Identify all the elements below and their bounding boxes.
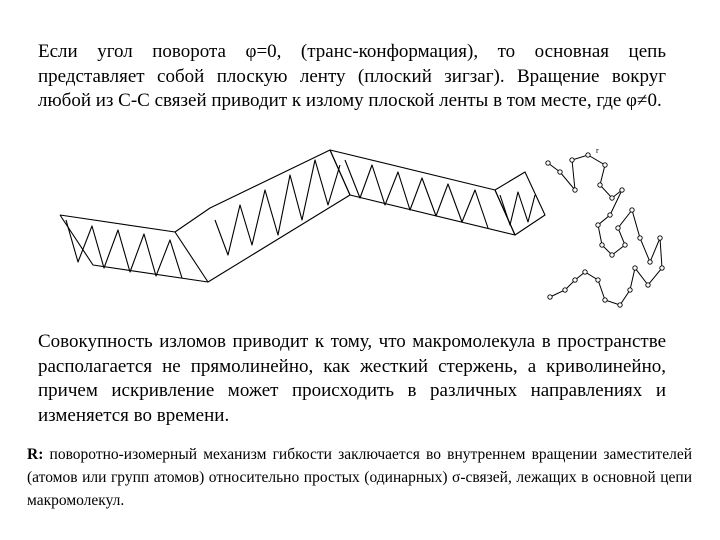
summary-body: поворотно-изомерный механизм гибкости заключается во внутреннем вращении заместителей (атомов или групп атомов) относительно простых (одинарных) σ-связей, лежащих в основной цепи макромолекул. [27,446,692,509]
paragraph-summary [27,443,692,512]
paragraph-intro: Если угол поворота φ=0, (транс-конформация), то основная цепь представляет собой плоскую ленту (плоский зигзаг). Вращение вокруг любой из С-С связей приводит к излому плоской ленты в том месте, где φ≠0. [38,41,666,111]
summary-label: R: [27,446,44,463]
coil-label: r [596,146,599,155]
paragraph-kinks: Совокупность изломов приводит к тому, что макромолекула в пространстве располагается не прямолинейно, как жесткий стержень, а криволинейно, причем искривление может происходить в различных направлениях и изменяется во времени. [38,331,666,426]
